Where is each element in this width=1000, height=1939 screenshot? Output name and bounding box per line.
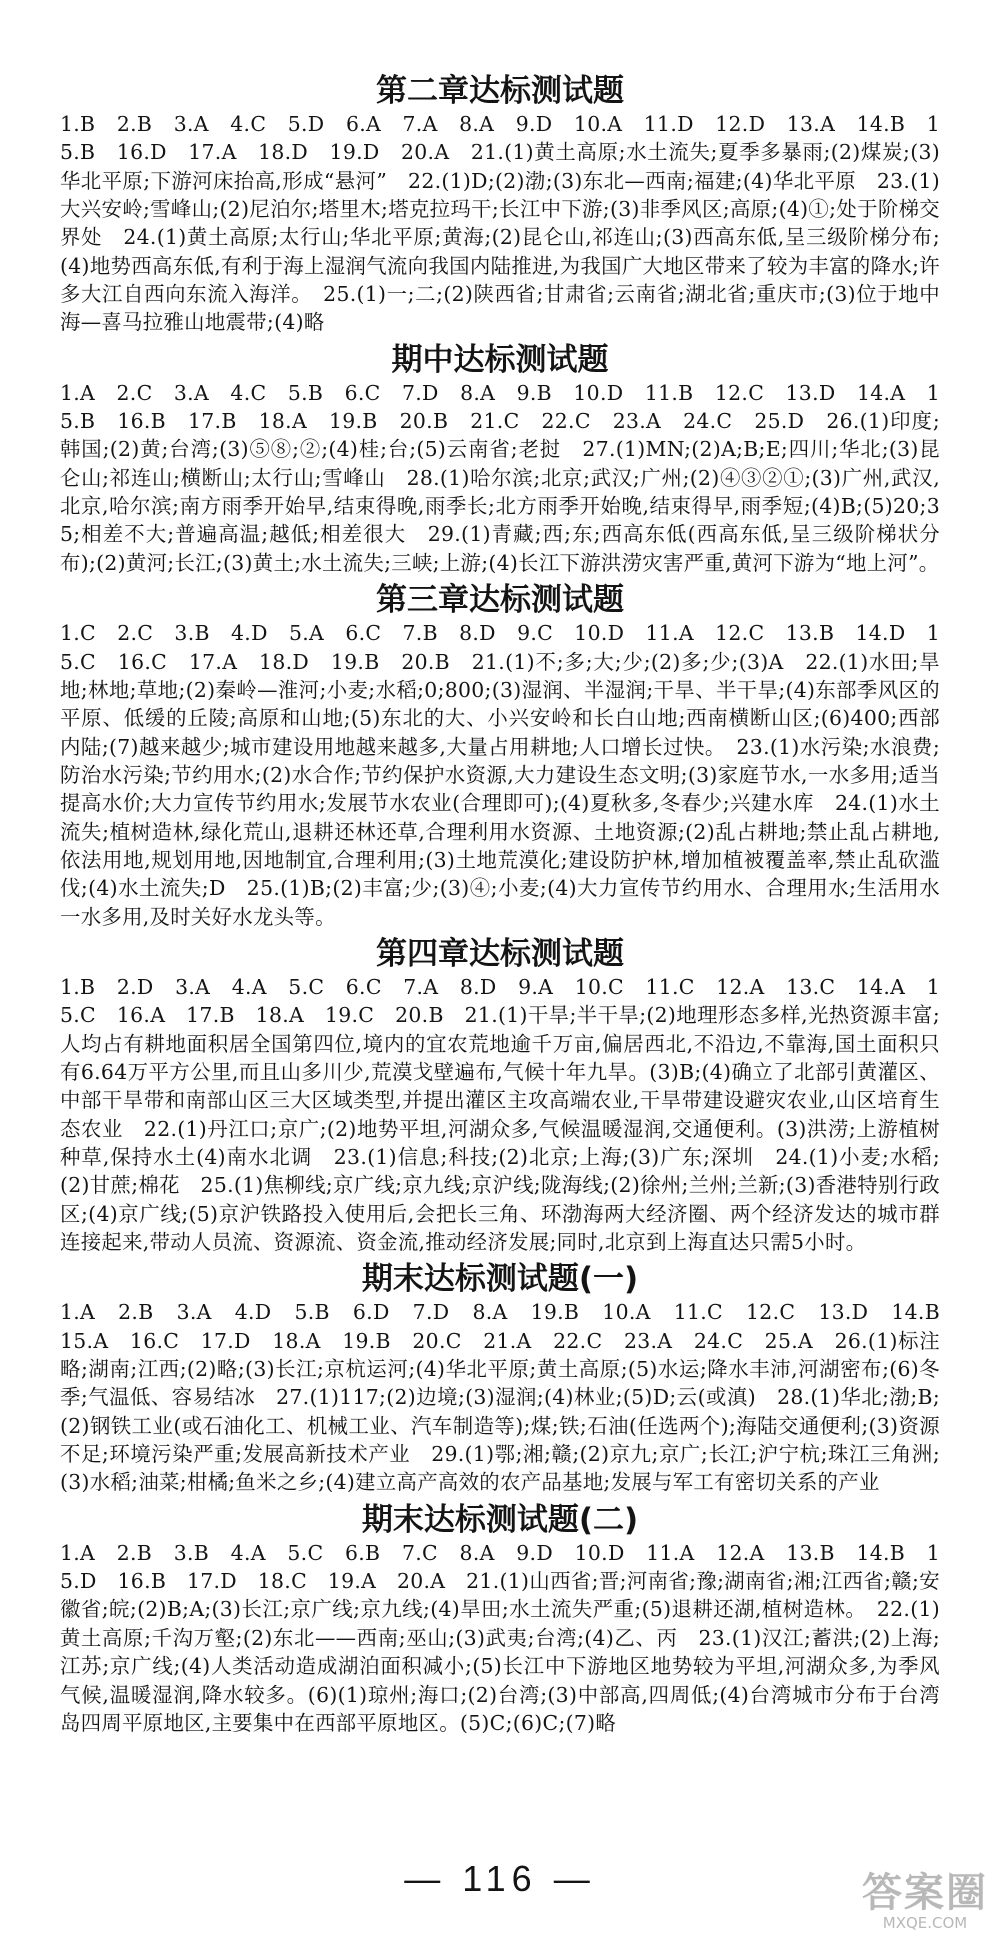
page-number: — 116 — (404, 1858, 596, 1899)
section-answers-ch4: 1.B 2.D 3.A 4.A 5.C 6.C 7.A 8.D 9.A 10.C 11.C 12.A 13.C 14.A 15.C 16.A 17.B 18.A 19.C 20.B 21.(1)干旱;半干旱;(2)地理形态多样,光热资源丰富;人均占有耕地面积居全国第四位,境内的宜农荒地逾千万亩,偏居西北,不沿边,不靠海,国土面积只有6.64万平方公里,而且山多川少,荒漠戈壁遍布,气候十年九旱。(3)B;(4)确立了北部引黄灌区、中部干旱带和南部山区三大区域类型,并提出灌区主攻高端农业,干旱带建设避灾农业,山区培育生态农业 22.(1)丹江口;京广;(2)地势平坦,河湖众多,气候温暖湿润,交通便利。(3)洪涝;上游植树种草,保持水土(4)南水北调 23.(1)信息;科技;(2)北京;上海;(3)广东;深圳 24.(1)小麦;水稻;(2)甘蔗;棉花 25.(1)焦柳线;京广线;京九线;京沪线;陇海线;(2)徐州;兰州;兰新;(3)香港特别行政区;(4)京广线;(5)京沪铁路投入使用后,会把长三角、环渤海两大经济圈、两个经济发达的城市群连接起来,带动人员流、资源流、资金流,推动经济发展;同时,北京到上海直达只需5小时。 (60, 974, 940, 1255)
section-answers-final-1: 1.A 2.B 3.A 4.D 5.B 6.D 7.D 8.A 19.B 10.A 11.C 12.C 13.D 14.B 15.A 16.C 17.D 18.A 19.B 20.C 21.A 22.C 23.A 24.C 25.A 26.(1)标注略;湖南;江西;(2)略;(3)长江;京杭运河;(4)华北平原;黄土高原;(5)水运;降水丰沛,河湖密布;(6)冬季;气温低、容易结冰 27.(1)117;(2)边境;(3)湿润;(4)林业;(5)D;云(或滇) 28.(1)华北;渤;B;(2)钢铁工业(或石油化工、机械工业、汽车制造等);煤;铁;石油(任选两个);海陆交通便利;(3)资源不足;环境污染严重;发展高新技术产业 29.(1)鄂;湘;赣;(2)京九;京广;长江;沪宁杭;珠江三角洲;(3)水稻;油菜;柑橘;鱼米之乡;(4)建立高产高效的农产品基地;发展与军工有密切关系的产业 (60, 1300, 961, 1495)
section-title-ch3: 第三章达标测试题 (376, 582, 624, 619)
section-answers-ch2: 1.B 2.B 3.A 4.C 5.D 6.A 7.A 8.A 9.D 10.A 11.D 12.D 13.A 14.B 15.B 16.D 17.A 18.D 19.D 20.A 21.(1)黄土高原;水土流失;夏季多暴雨;(2)煤炭;(3)华北平原;下游河床抬高,形成“悬河” 22.(1)D;(2)渤;(3)东北—西南;福建;(4)华北平原 23.(1)大兴安岭;雪峰山;(2)尼泊尔;塔里木;塔克拉玛干;长江中下游;(3)非季风区;高原;(4)①;处于阶梯交界处 24.(1)黄土高原;太行山;华北平原;黄海;(2)昆仑山,祁连山;(3)西高东低,呈三级阶梯分布;(4)地势西高东低,有利于海上湿润气流向我国内陆推进,为我国广大地区带来了较为丰富的降水;许多大江自西向东流入海洋。 25.(1)一;二;(2)陕西省;甘肃省;云南省;湖北省;重庆市;(3)位于地中海—喜马拉雅山地震带;(4)略 (60, 112, 940, 335)
section-title-ch2: 第二章达标测试题 (376, 73, 624, 109)
section-answers-ch3: 1.C 2.C 3.B 4.D 5.A 6.C 7.B 8.D 9.C 10.D 11.A 12.C 13.B 14.D 15.C 16.C 17.A 18.D 19.B 20.B 21.(1)不;多;大;少;(2)多;少;(3)A 22.(1)水田;旱地;林地;草地;(2)秦岭—淮河;小麦;水稻;0;800;(3)湿润、半湿润;干旱、半干旱;(4)东部季风区的平原、低缓的丘陵;高原和山地;(5)东北的大、小兴安岭和长白山地;西南横断山区;(6)400;西部内陆;(7)越来越少;城市建设用地越来越多,大量占用耕地;人口增长过快。 23.(1)水污染;水浪费;防治水污染;节约用水;(2)水合作;节约保护水资源,大力建设生态文明;(3)家庭节水,一水多用;适当提高水价;大力宣传节约用水;发展节水农业(合理即可);(4)夏秋多,冬春少;兴建水库 24.(1)水土流失;植树造林,绿化荒山,退耕还林还草,合理利用水资源、土地资源;(2)乱占耕地;禁止乱占耕地,依法用地,规划用地,因地制宜,合理利用;(3)土地荒漠化;建设防护林,增加植被覆盖率,禁止乱砍滥伐;(4)水土流失;D 25.(1)B;(2)丰富;少;(3)④;小麦;(4)大力宣传节约用水、合理用水;生活用水一水多用,及时关好水龙头等。 (60, 621, 940, 929)
watermark-url-text: MXQE.COM (882, 1914, 968, 1932)
section-title-ch4: 第四章达标测试题 (376, 935, 624, 972)
watermark-logo (862, 1872, 988, 1932)
section-title-midterm: 期中达标测试题 (391, 341, 609, 378)
section-answers-midterm: 1.A 2.C 3.A 4.C 5.B 6.C 7.D 8.A 9.B 10.D 11.B 12.C 13.D 14.A 15.B 16.B 17.B 18.A 19.B 20.B 21.C 22.C 23.A 24.C 25.D 26.(1)印度;韩国;(2)黄;台湾;(3)⑤⑧;②;(4)桂;台;(5)云南省;老挝 27.(1)MN;(2)A;B;E;四川;华北;(3)昆仑山;祁连山;横断山;太行山;雪峰山 28.(1)哈尔滨;北京;武汉;广州;(2)④③②①;(3)广州,武汉,北京,哈尔滨;南方雨季开始早,结束得晚,雨季长;北方雨季开始晚,结束得早,雨季短;(4)B;(5)20;35;相差不大;普遍高温;越低;相差很大 29.(1)青藏;西;东;西高东低(西高东低,呈三级阶梯状分布);(2)黄河;长江;(3)黄土;水土流失;三峡;上游;(4)长江下游洪涝灾害严重,黄河下游为“地上河”。 (60, 380, 941, 575)
section-title-final-2: 期末达标测试题(二) (361, 1501, 639, 1538)
answer-page (60, 72, 961, 1741)
watermark-main-text: 答案圈 (862, 1870, 988, 1916)
section-answers-final-2: 1.A 2.B 3.B 4.A 5.C 6.B 7.C 8.A 9.D 10.D 11.A 12.A 13.B 14.B 15.D 16.B 17.D 18.C 19.A 20.A 21.(1)山西省;晋;河南省;豫;湖南省;湘;江西省;赣;安徽省;皖;(2)B;A;(3)长江;京广线;京九线;(4)旱田;水土流失严重;(5)退耕还湖,植树造林。 22.(1)黄土高原;千沟万壑;(2)东北——西南;巫山;(3)武夷;台湾;(4)乙、丙 23.(1)汉江;蓄洪;(2)上海;江苏;京广线;(4)人类活动造成湖泊面积减小;(5)长江中下游地区地势较为平坦,河湖众多,为季风气候,温暖湿润,降水较多。(6)(1)琼州;海口;(2)台湾;(3)中部高,四周低;(4)台湾城市分布于台湾岛四周平原地区,主要集中在西部平原地区。(5)C;(6)C;(7)略 (60, 1540, 940, 1735)
section-title-final-1: 期末达标测试题(一) (361, 1261, 639, 1298)
